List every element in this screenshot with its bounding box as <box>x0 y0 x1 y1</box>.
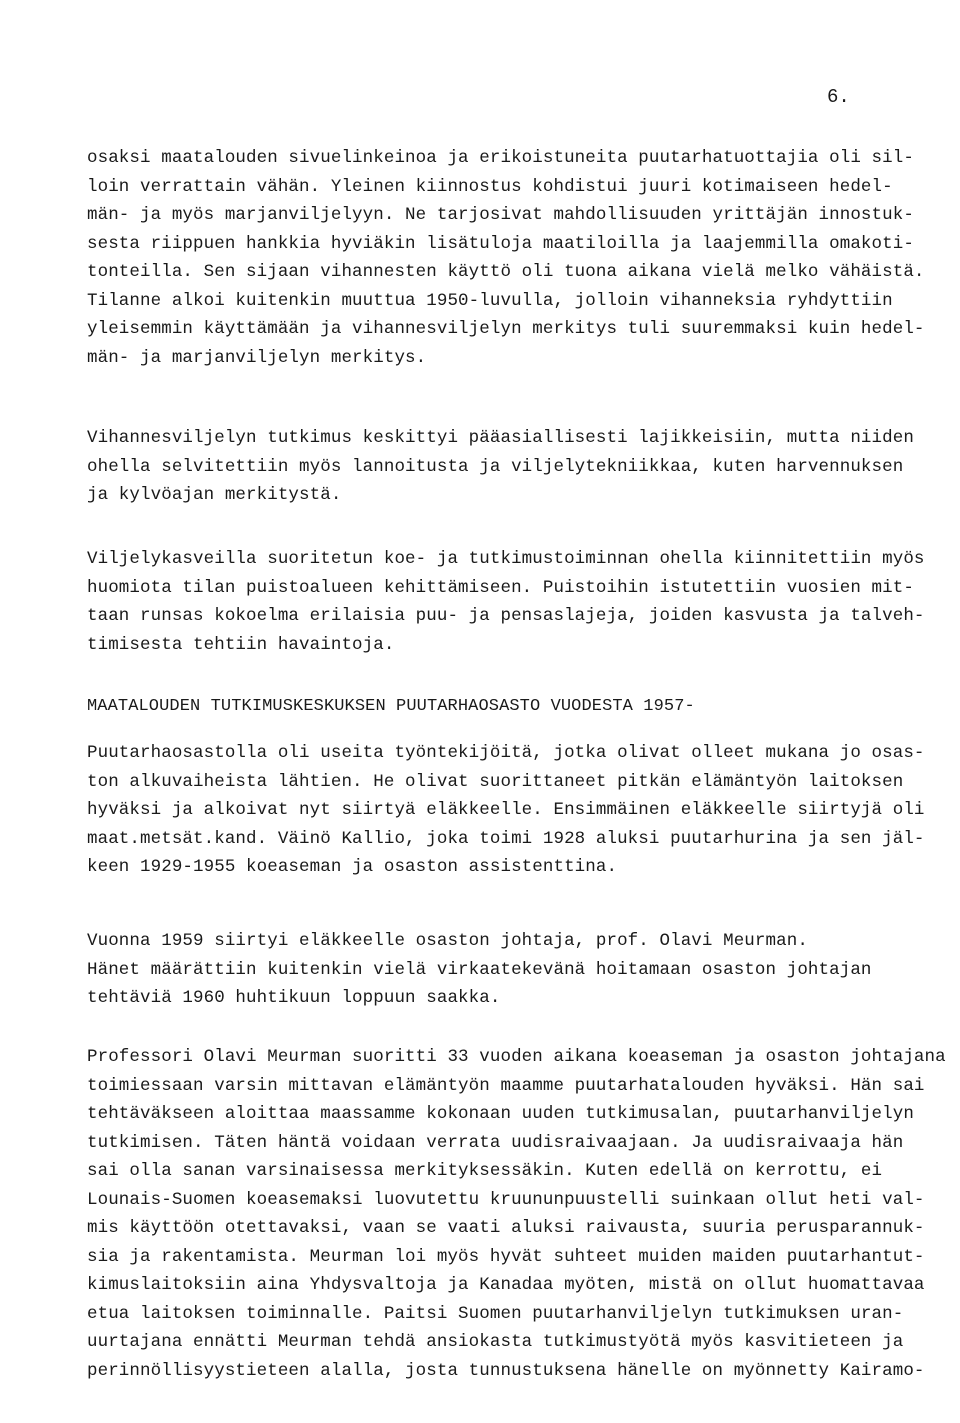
text-line: Vihannesviljelyn tutkimus keskittyi pääasiallisesti lajikkeisiin, mutta niiden <box>87 428 914 448</box>
paragraph-5 <box>87 927 947 1013</box>
text-line: män- ja myös marjanviljelyyn. Ne tarjosivat mahdollisuuden yrittäjän innostuk- <box>87 205 914 225</box>
text-line: tonteilla. Sen sijaan vihannesten käyttö oli tuona aikana vielä melko vähäistä. <box>87 262 925 282</box>
text-line: Vuonna 1959 siirtyi eläkkeelle osaston johtaja, prof. Olavi Meurman. <box>87 931 808 951</box>
text-line: ton alkuvaiheista lähtien. He olivat suorittaneet pitkän elämäntyön laitoksen <box>87 771 904 792</box>
text-line: tutkimisen. Täten häntä voidaan verrata uudisraivaajaan. Ja uudisraivaaja hän <box>87 1132 904 1153</box>
text-line: Tilanne alkoi kuitenkin muuttua 1950-luvulla, jolloin vihanneksia ryhdyttiin <box>87 290 893 311</box>
text-line: timisesta tehtiin havaintoja. <box>87 634 395 655</box>
text-line: maat.metsät.kand. Väinö Kallio, joka toimi 1928 aluksi puutarhurina ja sen jäl- <box>87 828 925 849</box>
text-line: toimiessaan varsin mittavan elämäntyön maamme puutarhatalouden hyväksi. Hän sai <box>87 1075 925 1096</box>
text-line: tehtäviä 1960 huhtikuun loppuun saakka. <box>87 988 501 1008</box>
text-line: etua laitoksen toiminnalle. Paitsi Suomen puutarhanviljelyn tutkimuksen uran- <box>87 1303 904 1324</box>
text-line: osaksi maatalouden sivuelinkeinoa ja erikoistuneita puutarhatuottajia oli sil- <box>87 148 914 168</box>
text-line: kimuslaitoksiin aina Yhdysvaltoja ja Kanadaa myöten, mistä on ollut huomattavaa <box>87 1275 925 1295</box>
text-line: sesta riippuen hankkia hyviäkin lisätuloja maatiloilla ja laajemmilla omakoti- <box>87 233 914 254</box>
text-line: perinnöllisyystieteen alalla, josta tunnustuksena hänelle on myönnetty Kairamo- <box>87 1360 925 1381</box>
paragraph-3 <box>87 545 947 659</box>
text-line: ja kylvöajan merkitystä. <box>87 485 342 505</box>
text-line: hyväksi ja alkoivat nyt siirtyä eläkkeelle. Ensimmäinen eläkkeelle siirtyjä oli <box>87 800 925 820</box>
section-heading <box>87 693 947 722</box>
text-line: sia ja rakentamista. Meurman loi myös hyvät suhteet muiden maiden puutarhantut- <box>87 1246 925 1267</box>
text-line: MAATALOUDEN TUTKIMUSKESKUKSEN PUUTARHAOSASTO VUODESTA 1957- <box>87 697 695 716</box>
text-line: keen 1929-1955 koeaseman ja osaston assistenttina. <box>87 857 618 877</box>
text-line: mis käyttöön otettavaksi, vaan se vaati aluksi raivausta, suuria perusparannuk- <box>87 1218 925 1238</box>
text-line: loin verrattain vähän. Yleinen kiinnostus kohdistui juuri kotimaiseen hedel- <box>87 176 893 197</box>
paragraph-6 <box>87 1043 947 1385</box>
text-line: Puutarhaosastolla oli useita työntekijöitä, jotka olivat olleet mukana jo osas- <box>87 743 925 763</box>
text-line: Hänet määrättiin kuitenkin vielä virkaatekevänä hoitamaan osaston johtajan <box>87 959 872 980</box>
text-line: tehtäväkseen aloittaa maassamme kokonaan uuden tutkimusalan, puutarhanviljelyn <box>87 1104 914 1124</box>
text-line: huomiota tilan puistoalueen kehittämiseen. Puistoihin istutettiin vuosien mit- <box>87 577 914 598</box>
text-line: yleisemmin käyttämään ja vihannesviljelyn merkitys tuli suuremmaksi kuin hedel- <box>87 319 925 339</box>
text-line: Viljelykasveilla suoritetun koe- ja tutkimustoiminnan ohella kiinnitettiin myös <box>87 549 925 569</box>
text-line: uurtajana ennätti Meurman tehdä ansiokasta tutkimustyötä myös kasvitieteen ja <box>87 1332 904 1352</box>
paragraph-1 <box>87 144 947 372</box>
text-line: taan runsas kokoelma erilaisia puu- ja pensaslajeja, joiden kasvusta ja talveh- <box>87 606 925 626</box>
text-line: Professori Olavi Meurman suoritti 33 vuoden aikana koeaseman ja osaston johtajana <box>87 1047 946 1067</box>
paragraph-2 <box>87 424 947 510</box>
text-line: män- ja marjanviljelyn merkitys. <box>87 347 427 368</box>
paragraph-4 <box>87 739 947 882</box>
text-line: Lounais-Suomen koeasemaksi luovutettu kruununpuustelli suinkaan ollut heti val- <box>87 1189 925 1210</box>
text-line: ohella selvitettiin myös lannoitusta ja viljelytekniikkaa, kuten harvennuksen <box>87 456 904 477</box>
text-line: sai olla sanan varsinaisessa merkityksessäkin. Kuten edellä on kerrottu, ei <box>87 1161 883 1181</box>
page-number: 6. <box>827 86 850 108</box>
